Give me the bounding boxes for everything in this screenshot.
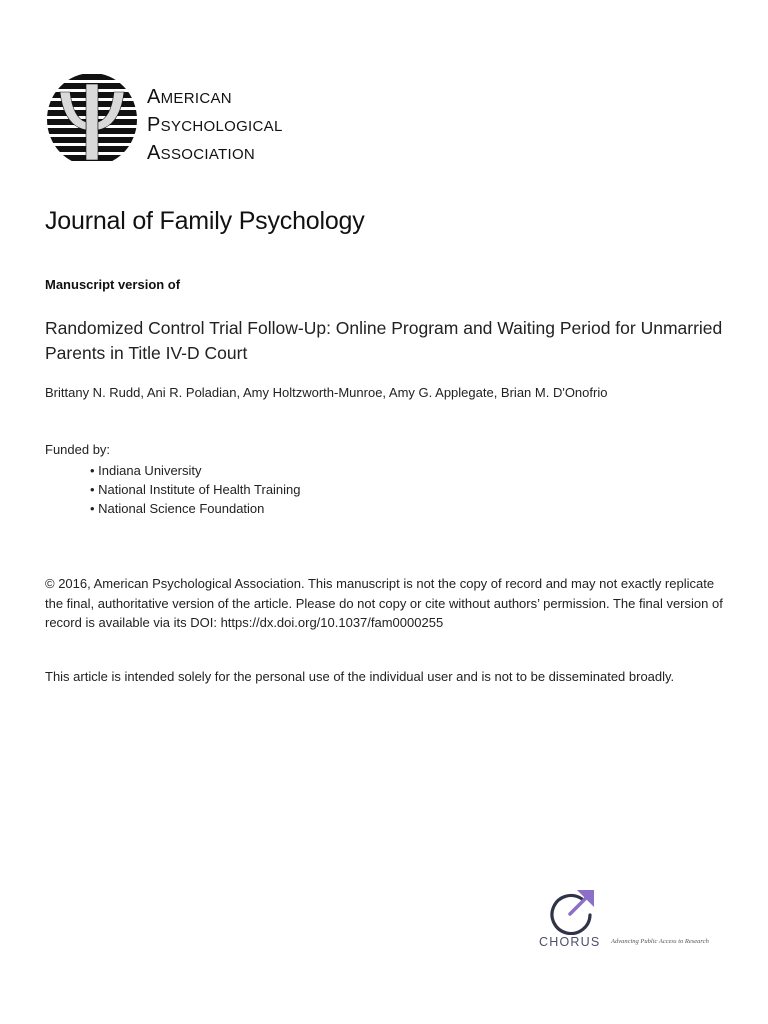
funding-list	[90, 461, 301, 518]
apa-logo-icon	[46, 72, 138, 167]
chorus-tagline: Advancing Public Access to Research	[611, 938, 709, 945]
copyright-notice: © 2016, American Psychological Association. This manuscript is not the copy of record and may not exactly replicate the final, authoritative version of the article. Please do not copy or cite without authors’ permission. The final version of record is available via its DOI: https://dx.doi.org/10.1037/fam0000255	[45, 576, 723, 630]
author-list: Brittany N. Rudd, Ani R. Poladian, Amy Holtzworth-Munroe, Amy G. Applegate, Brian M. D'Onofrio	[45, 385, 608, 400]
chorus-name: CHORUS	[539, 935, 601, 949]
personal-use-notice: This article is intended solely for the personal use of the individual user and is not to be disseminated broadly.	[45, 669, 675, 684]
funder-item: • National Institute of Health Training	[90, 480, 301, 499]
apa-wordmark	[147, 84, 283, 168]
apa-word-psychological: PSYCHOLOGICAL	[147, 114, 283, 136]
apa-word-association: ASSOCIATION	[147, 142, 256, 164]
chorus-arrow-icon	[548, 887, 596, 935]
funding-label: Funded by:	[45, 442, 111, 457]
apa-word-american: AMERICAN	[147, 86, 232, 108]
funder-item: • National Science Foundation	[90, 499, 301, 518]
funder-item: • Indiana University	[90, 461, 301, 480]
article-title: Randomized Control Trial Follow-Up: Online Program and Waiting Period for Unmarried Parents in Title IV-D Court	[45, 318, 723, 363]
journal-title: Journal of Family Psychology	[45, 207, 365, 235]
manuscript-label: Manuscript version of	[45, 277, 181, 292]
